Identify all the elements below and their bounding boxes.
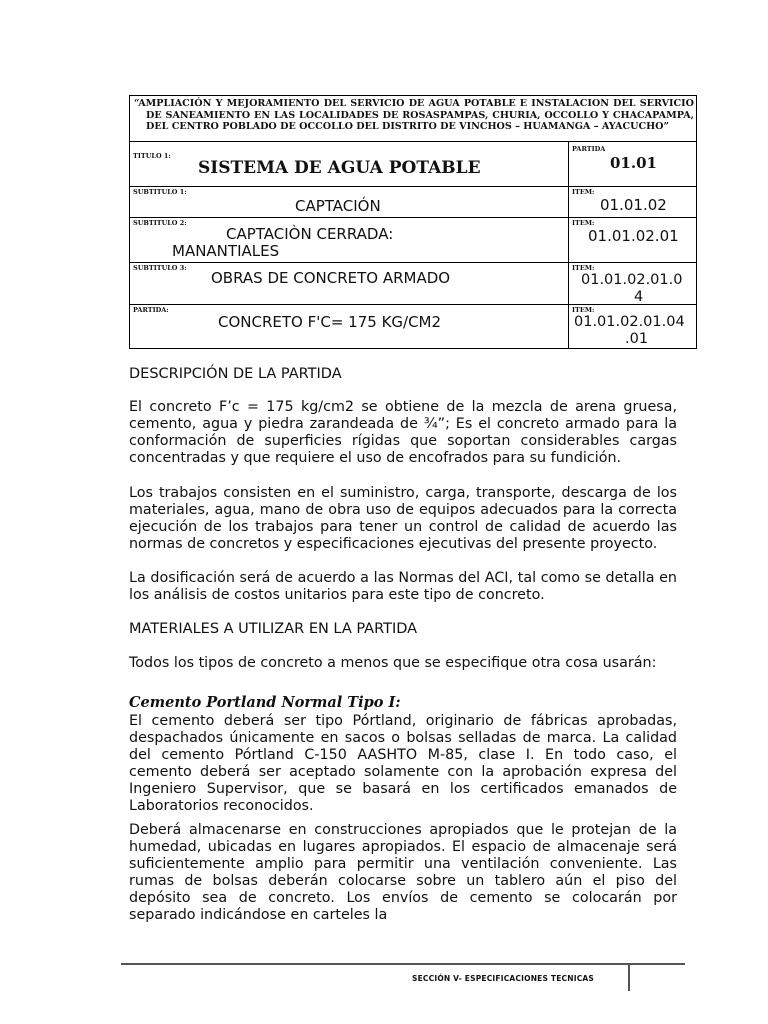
subtitle-2-label: SUBTITULO 2: (133, 219, 187, 227)
paragraph: La dosificación será de acuerdo a las Normas del ACI, tal como se detalla en los análisis de costos unitarios para este tipo de concreto. (129, 570, 677, 604)
item-value: 01.01.02 (600, 196, 667, 214)
subtitle-1-value: CAPTACIÓN (295, 197, 381, 215)
partida-label: PARTIDA (572, 145, 606, 153)
partida-value: 01.01 (610, 154, 657, 172)
table-divider (130, 262, 696, 263)
materials-heading: MATERIALES A UTILIZAR EN LA PARTIDA (129, 621, 418, 637)
item-value-line1: 01.01.02.01.0 (581, 272, 683, 288)
header-table (129, 95, 697, 349)
subtitle-1-label: SUBTITULO 1: (133, 188, 187, 196)
item-value-line1: 01.01.02.01.04 (574, 314, 685, 330)
table-divider (130, 141, 696, 142)
subtitle-3-value: OBRAS DE CONCRETO ARMADO (211, 269, 451, 287)
subtitle-2-value-line1: CAPTACIÒN CERRADA: (226, 225, 394, 243)
item-label: ITEM: (572, 264, 595, 272)
subtitle-2-value-line2: MANANTIALES (172, 242, 280, 260)
item-value-line2: 4 (634, 289, 644, 305)
partida-row-label: PARTIDA: (133, 306, 169, 314)
footer-rule (121, 963, 685, 965)
table-divider (130, 217, 696, 218)
title-1-label: TITULO 1: (133, 152, 171, 160)
subtitle-3-label: SUBTITULO 3: (133, 264, 187, 272)
cement-subheading: Cemento Portland Normal Tipo I: (129, 694, 401, 711)
paragraph: Los trabajos consisten en el suministro, carga, transporte, descarga de los materiales, agua, mano de obra uso de equipos adecuados para la correcta ejecución de los trabajos para tener un control de calidad de acuerdo las normas de concretos y especificaciones ejecutivas del presente proyecto. (129, 485, 677, 553)
paragraph: El cemento deberá ser tipo Pórtland, originario de fábricas aprobadas, despachados únicamente en sacos o bolsas selladas de marca. La calidad del cemento Pórtland C-150 AASHTO M-85, clase I. En todo caso, el cemento deberá ser aceptado solamente con la aprobación expresa del Ingeniero Supervisor, que se basará en los certificados emanados de Laboratorios reconocidos. (129, 713, 677, 815)
partida-row-value: CONCRETO F'C= 175 KG/CM2 (218, 313, 442, 331)
item-label: ITEM: (572, 306, 595, 314)
footer-section-label: SECCIÓN V- ESPECIFICACIONES TECNICAS (412, 974, 595, 983)
item-label: ITEM: (572, 219, 595, 227)
title-1-value: SISTEMA DE AGUA POTABLE (198, 158, 481, 178)
paragraph: Todos los tipos de concreto a menos que se especifique otra cosa usarán: (129, 655, 657, 671)
paragraph: Deberá almacenarse en construcciones apropiados que le protejan de la humedad, ubicadas en lugares apropiados. El espacio de almacenaje será suficientemente amplio para permitir una ventilación conveniente. Las rumas de bolsas deberán colocarse sobre un tablero aún el piso del depósito sea de concreto. Los envíos de cemento se colocarán por separado indicándose en carteles la (129, 822, 677, 924)
item-value-line2: .01 (625, 331, 649, 347)
table-divider (130, 186, 696, 187)
table-column-divider (568, 141, 569, 348)
item-label: ITEM: (572, 188, 595, 196)
item-value: 01.01.02.01 (588, 227, 679, 245)
project-title: “AMPLIACIÓN Y MEJORAMIENTO DEL SERVICIO DE AGUA POTABLE E INSTALACION DEL SERVICIO DE SANEAMIENTO EN LAS LOCALIDADES DE ROSASPAMPAS, CHURIA, OCCOLLO Y CHACAPAMPA, DEL CENTRO POBLADO DE OCCOLLO DEL DISTRITO DE VINCHOS – HUAMANGA – AYACUCHO” (134, 98, 694, 132)
footer-bar (628, 965, 630, 991)
paragraph: El concreto F’c = 175 kg/cm2 se obtiene de la mezcla de arena gruesa, cemento, agua y piedra zarandeada de ¾”; Es el concreto armado para la conformación de superficies rígidas que soportan considerables cargas concentradas y que requiere el uso de encofrados para su fundición. (129, 399, 677, 467)
description-heading: DESCRIPCIÓN DE LA PARTIDA (129, 366, 342, 382)
table-divider (130, 304, 696, 305)
